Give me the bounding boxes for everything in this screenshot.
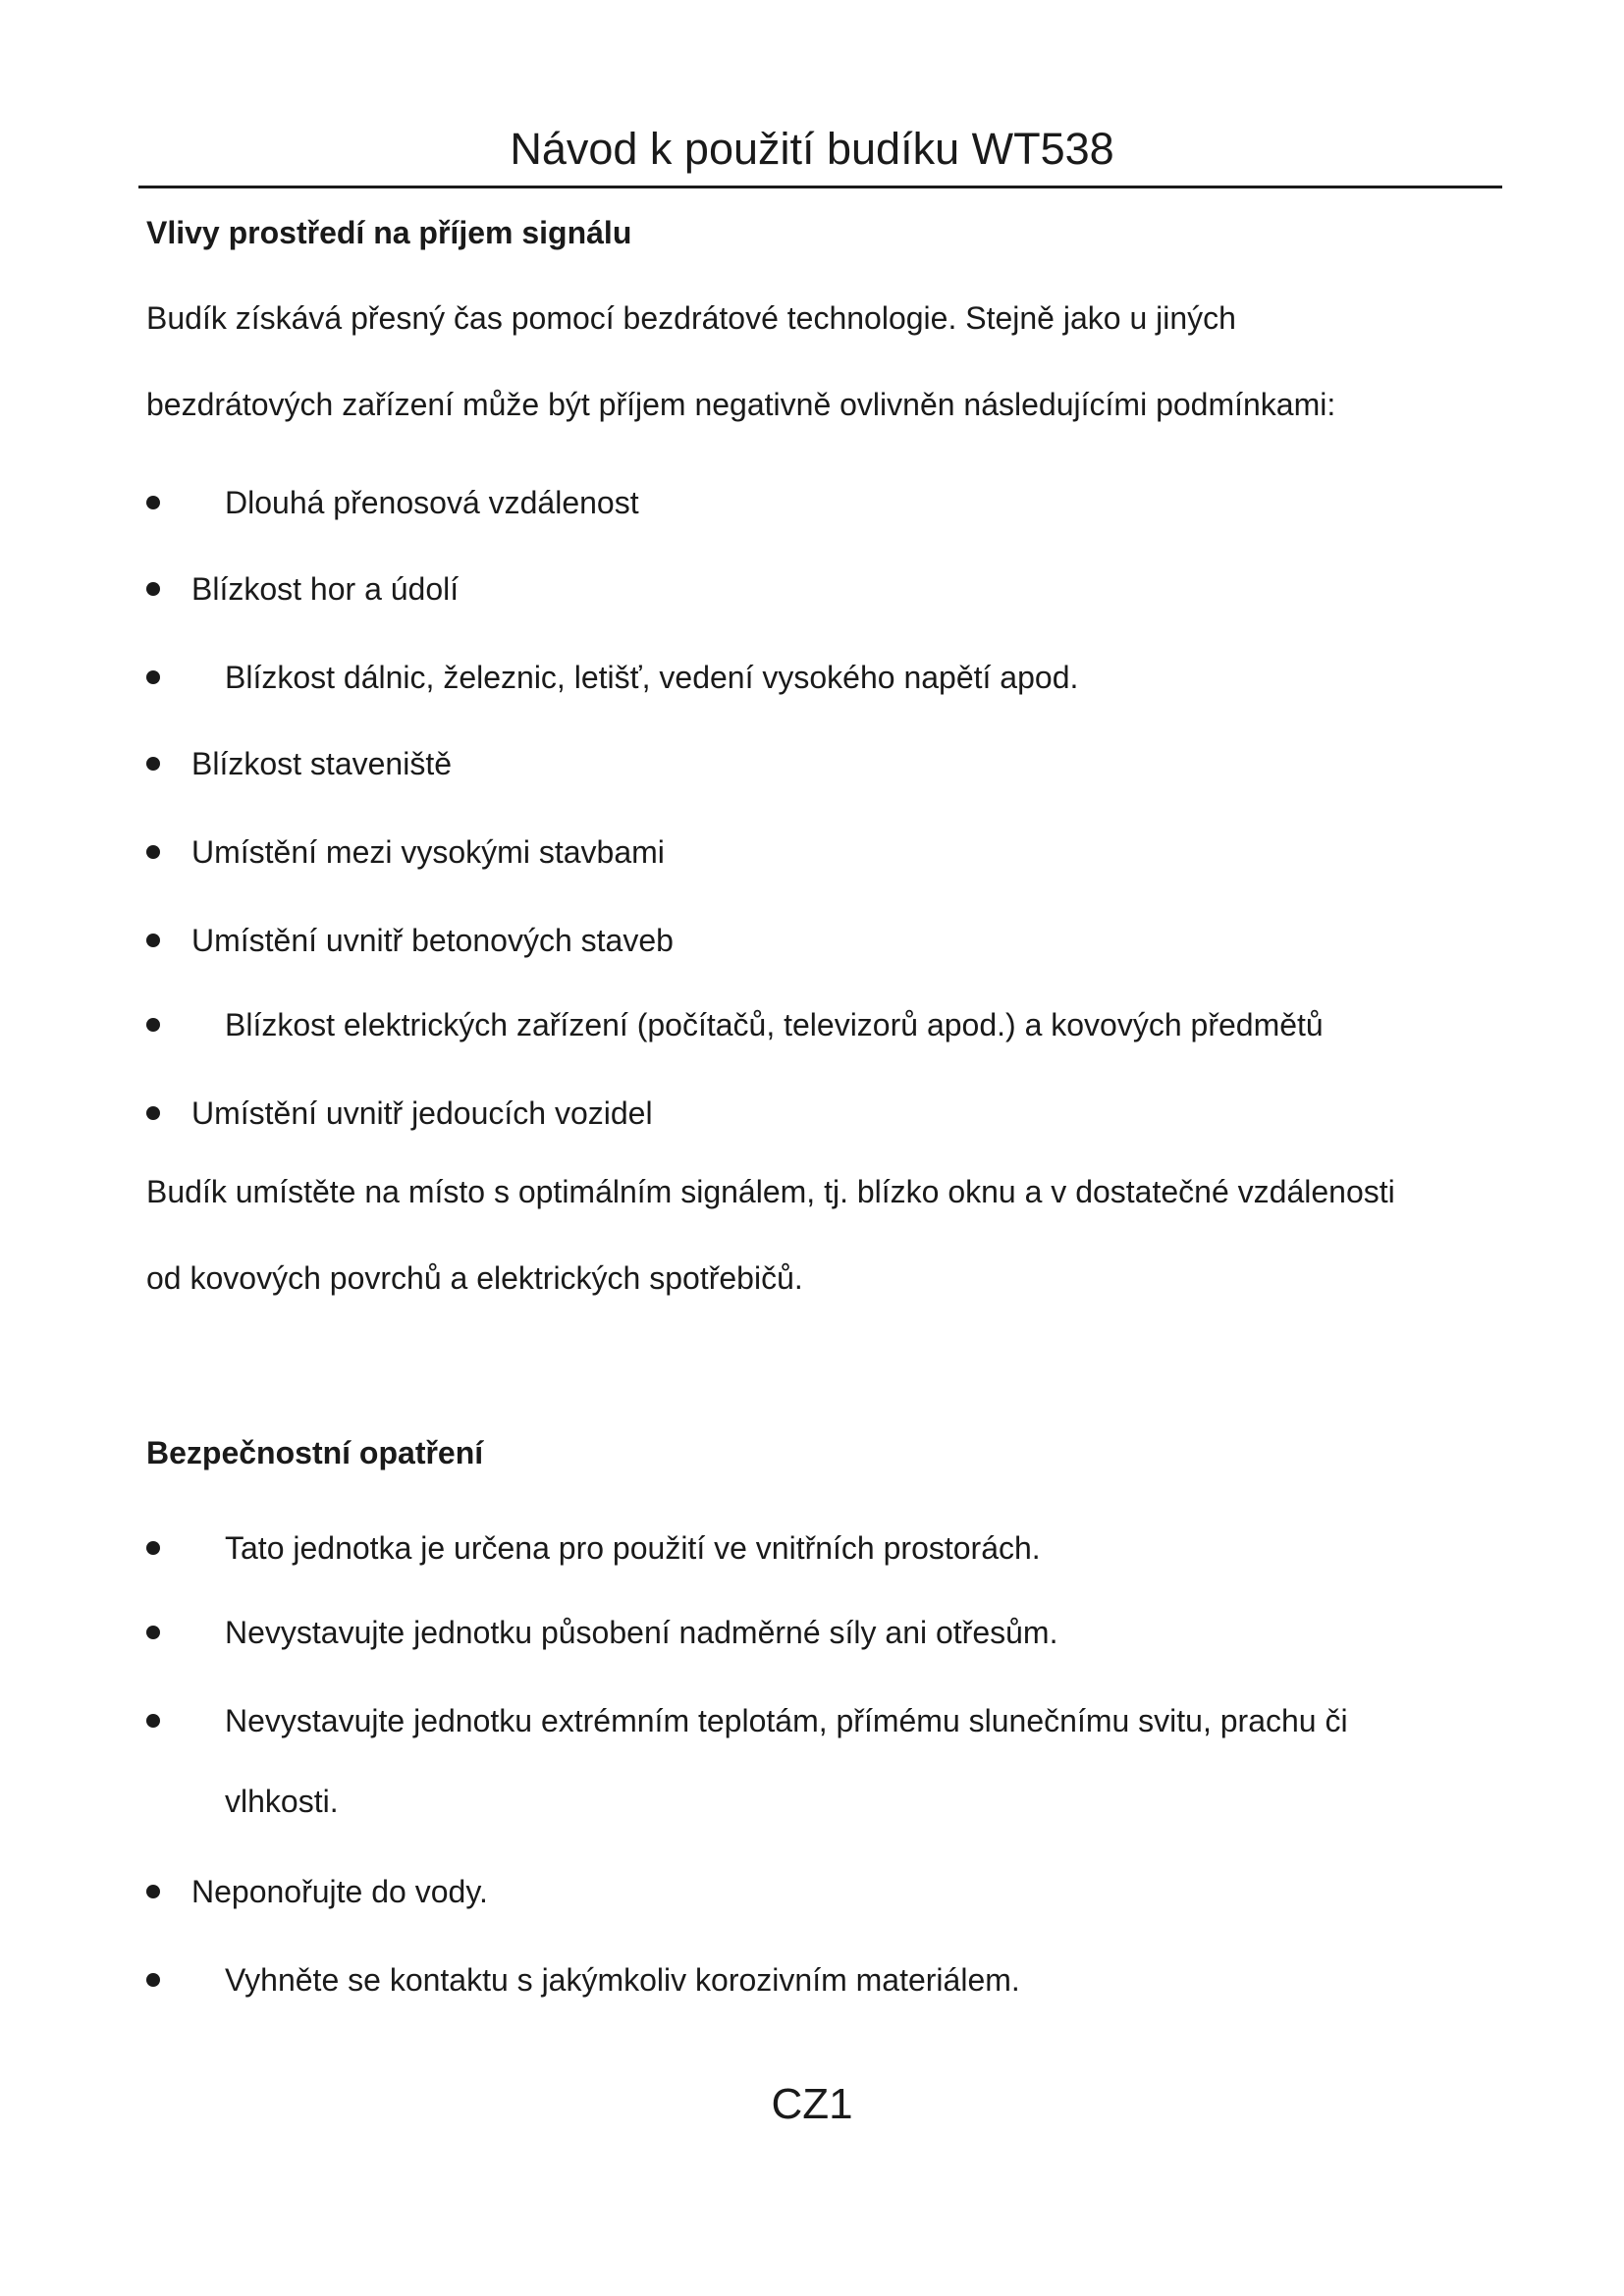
signal-list-item: Blízkost elektrických zařízení (počítačů, televizorů apod.) a kovových předmětů — [225, 1007, 1324, 1042]
bullet-dot — [146, 670, 160, 684]
bullet-dot — [146, 496, 160, 509]
safety-list-item: Nevystavujte jednotku působení nadměrné síly ani otřesům. — [225, 1615, 1058, 1650]
bullet-dot — [146, 1626, 160, 1639]
bullet-dot — [146, 1973, 160, 1987]
bullet-dot — [146, 845, 160, 859]
safety-list-item-continuation: vlhkosti. — [225, 1784, 339, 1819]
signal-list-item: Dlouhá přenosová vzdálenost — [225, 485, 639, 520]
signal-list-item: Umístění uvnitř jedoucích vozidel — [191, 1095, 653, 1131]
title-divider — [138, 186, 1502, 188]
bullet-dot — [146, 582, 160, 596]
bullet-dot — [146, 934, 160, 947]
signal-list-item: Umístění uvnitř betonových staveb — [191, 923, 674, 958]
signal-list-item: Blízkost staveniště — [191, 746, 452, 781]
signal-section-heading: Vlivy prostředí na příjem signálu — [146, 215, 632, 250]
safety-list-item: Tato jednotka je určena pro použití ve vnitřních prostorách. — [225, 1530, 1041, 1566]
safety-list-item: Nevystavujte jednotku extrémním teplotám, přímému slunečnímu svitu, prachu či — [225, 1703, 1348, 1738]
signal-list-item: Blízkost hor a údolí — [191, 571, 460, 607]
bullet-dot — [146, 1018, 160, 1032]
signal-outro-line: Budík umístěte na místo s optimálním signálem, tj. blízko oknu a v dostatečné vzdálenosti — [146, 1174, 1395, 1209]
bullet-dot — [146, 1541, 160, 1555]
safety-list-item: Vyhněte se kontaktu s jakýmkoliv korozivním materiálem. — [225, 1962, 1020, 1998]
signal-list-item: Blízkost dálnic, železnic, letišť, vedení vysokého napětí apod. — [225, 660, 1079, 695]
page-title: Návod k použití budíku WT538 — [510, 124, 1114, 174]
signal-outro-line: od kovových povrchů a elektrických spotřebičů. — [146, 1260, 803, 1296]
signal-intro-line: bezdrátových zařízení může být příjem negativně ovlivněn následujícími podmínkami: — [146, 387, 1336, 422]
bullet-dot — [146, 1885, 160, 1898]
signal-list-item: Umístění mezi vysokými stavbami — [191, 834, 665, 870]
safety-list-item: Neponořujte do vody. — [191, 1874, 488, 1909]
bullet-dot — [146, 1714, 160, 1728]
safety-section-heading: Bezpečnostní opatření — [146, 1435, 484, 1470]
bullet-dot — [146, 757, 160, 771]
signal-intro-line: Budík získává přesný čas pomocí bezdrátové technologie. Stejně jako u jiných — [146, 300, 1236, 336]
page-number: CZ1 — [771, 2080, 853, 2128]
bullet-dot — [146, 1106, 160, 1120]
